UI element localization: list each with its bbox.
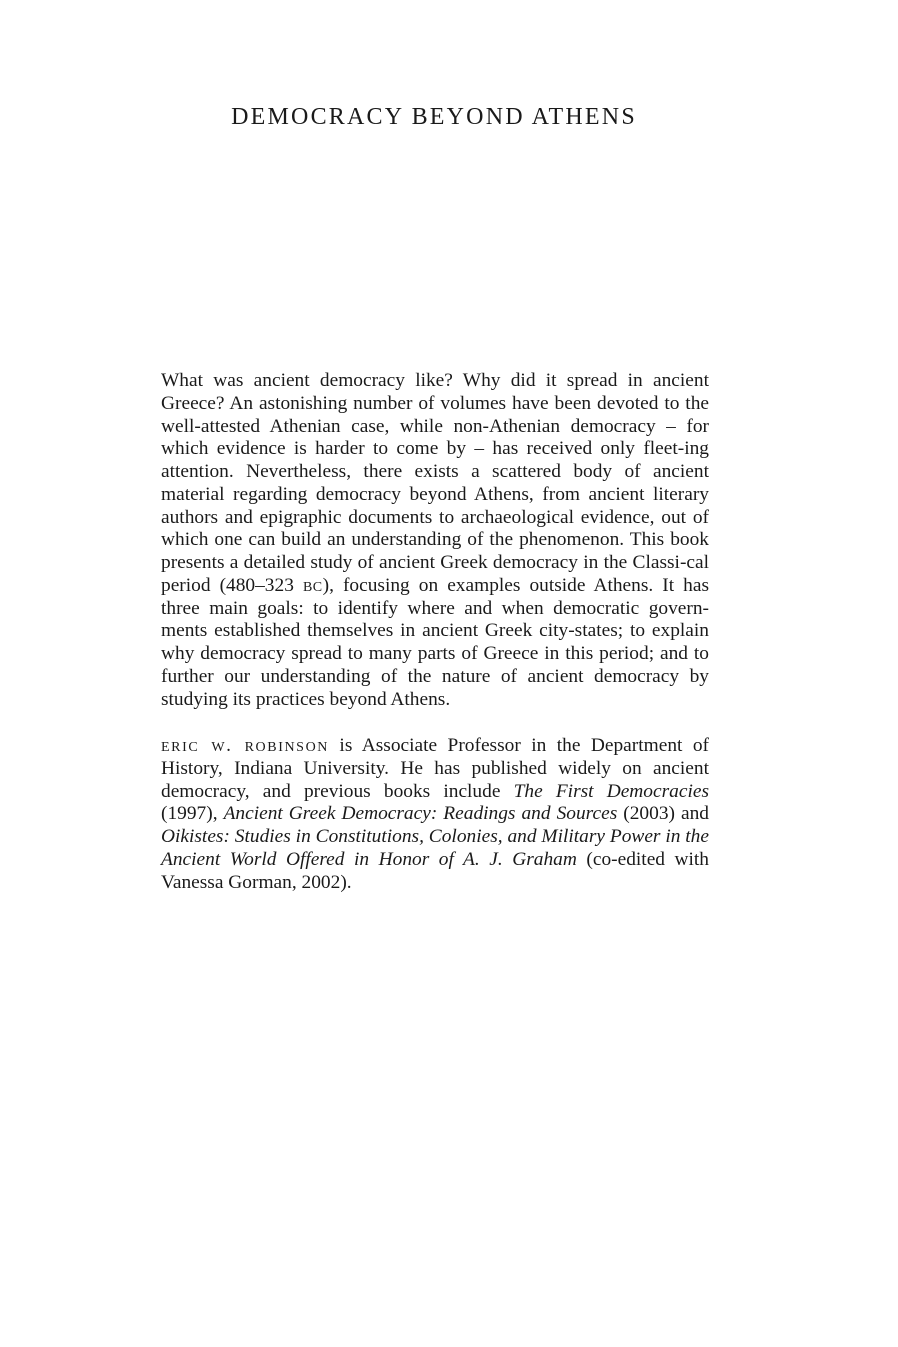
author-bio [161, 735, 709, 894]
author-bio-text: (co-edited with Vanessa Gorman, 2002). [161, 848, 709, 893]
author-bio-text: is Associate Professor in the Department of History, Indiana University. He has published widely on ancient democracy, and previous books include [161, 735, 709, 802]
book-title-ancient-greek-democracy: Ancient Greek Democracy: Readings and Sources [223, 803, 618, 825]
author-bio-text: (1997), [161, 803, 224, 825]
book-description [161, 370, 709, 711]
author-name: eric w. robinson [161, 735, 329, 756]
book-title-oikistes: Oikistes: Studies in Constitutions, Colonies, and Military Power in the Ancient World Offered in Honor of A. J. Graham [161, 826, 709, 870]
page-title: DEMOCRACY BEYOND ATHENS [231, 104, 637, 130]
author-bio-text: (2003) and [617, 803, 709, 825]
book-description-text: What was ancient democracy like? Why did it spread in ancient Greece? An astonishing number of volumes have been devoted to the well-attested Athenian case, while non-Athenian democracy – for which evidence is harder to come by – has received only fleet-ing attention. Nevertheless, there exists a scattered body of ancient material regarding democracy beyond Athens, from ancient literary authors and epigraphic documents to archaeological evidence, out of which one can build an understanding of the phenomenon. This book presents a detailed study of ancient Greek democracy in the Classi-cal period (480–323 [161, 370, 709, 596]
era-abbreviation: bc [302, 574, 323, 596]
book-title-first-democracies: The First Democracies [513, 780, 710, 802]
book-description-text-continued: ), focusing on examples outside Athens. It has three main goals: to identify where and when democratic govern-ments established themselves in ancient Greek city-states; to explain why democracy spread to many parts of Greece in this period; and to further our understanding of the nature of ancient democracy by studying its practices beyond Athens. [161, 574, 709, 710]
